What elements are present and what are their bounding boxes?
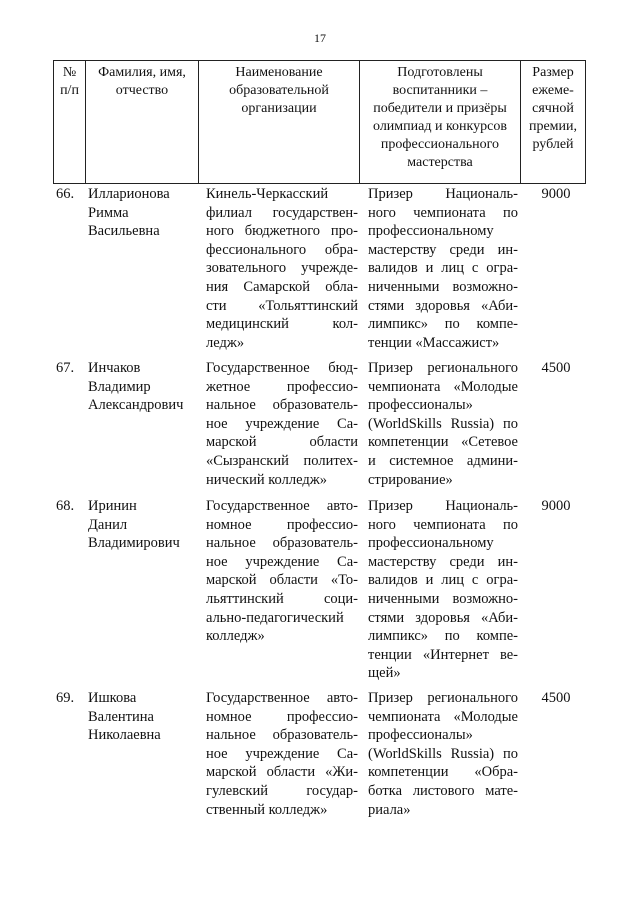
header-achievements: Подготовлены воспитанники – победители и призёры олимпиад и конкурсов профессионального мастерства (373, 65, 507, 170)
header-number: № п/п (60, 65, 79, 98)
prize-amount: 4500 (541, 690, 571, 706)
organization: Государственное авто- номное профессио- нальное образователь- ное учреждение Са- марской области «Жи- гулевский государ- ственный колледж» (206, 690, 358, 818)
achievement: Призер Националь- ного чемпионата по профессиональному мастерству среди ин- валидов и лиц с огра- ниченными возможно- стями здоровья «Аби- лимпикс» по компе- тенции «Массажист» (368, 186, 518, 351)
page-number: 17 (314, 31, 326, 45)
header-name: Фамилия, имя, отчество (98, 65, 186, 98)
organization: Государственное бюд- жетное профессио- нальное образователь- ное учреждение Са- марской области «Сызранский политех- нический колледж» (206, 360, 358, 488)
header-organization: Наименование образовательной организации (229, 65, 329, 116)
organization: Кинель-Черкасский филиал государствен- ного бюджетного про- фессионального обра- зовательного учрежде- ния Самарской обла- сти «Тольяттинский медицинский кол- ледж» (206, 186, 358, 351)
prize-amount: 4500 (541, 360, 571, 376)
achievement: Призер регионального чемпионата «Молодые профессионалы» (WorldSkills Russia) по компетенции «Сетевое и системное админи- стрирование» (368, 360, 518, 488)
table-header (53, 60, 586, 184)
row-number: 67. (56, 360, 75, 376)
person-name: Иринин Данил Владимирович (88, 498, 180, 552)
header-amount: Размер ежеме- сячной премии, рублей (528, 65, 578, 152)
prize-amount: 9000 (541, 186, 571, 202)
person-name: Илларионова Римма Васильевна (88, 186, 170, 240)
achievement: Призер регионального чемпионата «Молодые профессионалы» (WorldSkills Russia) по компетенции «Обра- ботка листового мате- риала» (368, 690, 518, 818)
organization: Государственное авто- номное профессио- нальное образователь- ное учреждение Са- марской области «То- льяттинский соци- ально-педагогический колледж» (206, 498, 358, 645)
row-number: 68. (56, 498, 75, 514)
row-number: 66. (56, 186, 75, 202)
person-name: Ишкова Валентина Николаевна (88, 690, 161, 744)
achievement: Призер Националь- ного чемпионата по профессиональному мастерству среди ин- валидов и лиц с огра- ниченными возможно- стями здоровья «Аби- лимпикс» по компе- тенции «Интернет ве- щей» (368, 498, 518, 682)
row-number: 69. (56, 690, 75, 706)
person-name: Инчаков Владимир Александрович (88, 360, 184, 414)
prize-amount: 9000 (541, 498, 571, 514)
